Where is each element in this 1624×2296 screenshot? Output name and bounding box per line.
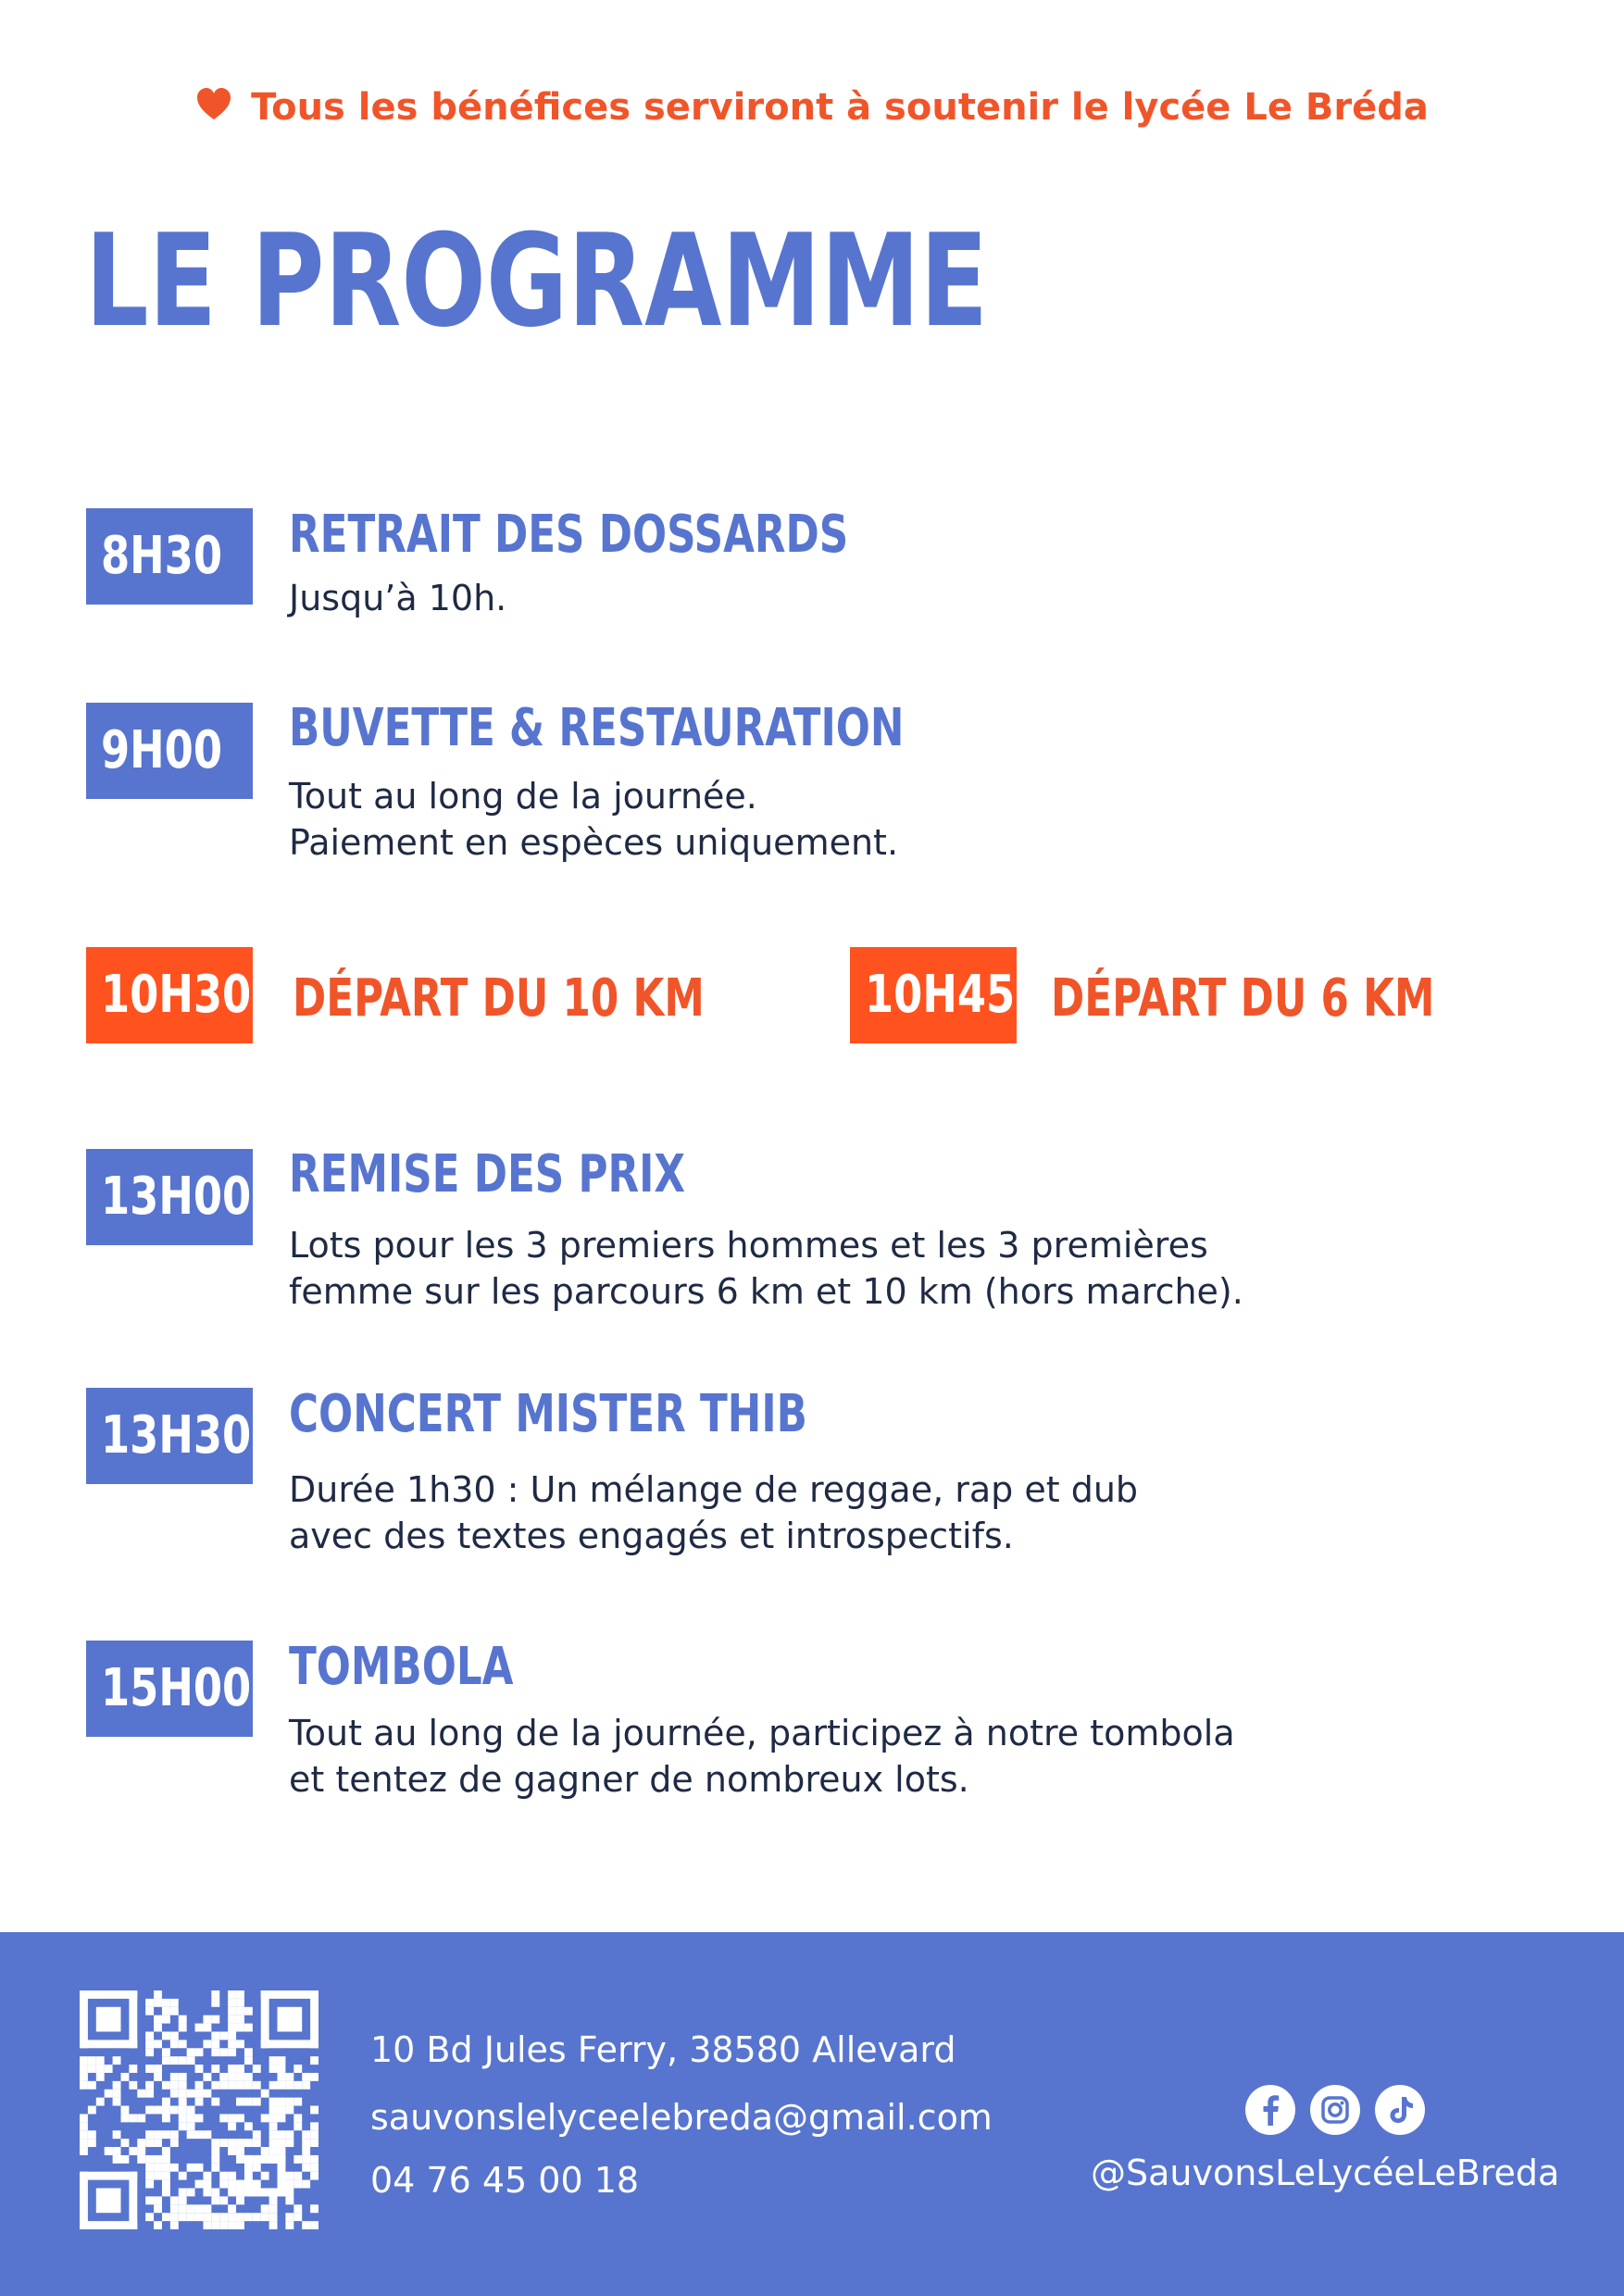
event-description-line: Paiement en espèces uniquement. (289, 822, 899, 863)
event-title: RETRAIT DES DOSSARDS (289, 505, 849, 565)
time-badge (86, 508, 253, 605)
tiktok-icon[interactable] (1375, 2085, 1425, 2135)
event-description-line: Jusqu’à 10h. (289, 578, 507, 618)
social-handle[interactable]: @SauvonsLeLycéeLeBreda (1091, 2152, 1560, 2193)
event-title: CONCERT MISTER THIB (289, 1384, 807, 1444)
time-badge (86, 1388, 253, 1484)
qr-code[interactable] (80, 1990, 319, 2229)
address-text: 10 Bd Jules Ferry, 38580 Allevard (370, 2029, 956, 2070)
time-label: 10H45 (865, 965, 1016, 1025)
heart-icon (195, 86, 232, 123)
time-label: 13H00 (101, 1167, 252, 1227)
event-description-line: Tout au long de la journée. (289, 776, 757, 817)
instagram-icon[interactable] (1310, 2085, 1360, 2135)
event-description-line: femme sur les parcours 6 km et 10 km (hors marche). (289, 1271, 1243, 1312)
email-link[interactable]: sauvonslelyceelebreda@gmail.com (370, 2097, 993, 2138)
event-description-line: avec des textes engagés et introspectifs. (289, 1516, 1014, 1556)
time-label: 15H00 (101, 1658, 252, 1718)
event-description-line: et tentez de gagner de nombreux lots. (289, 1759, 969, 1800)
event-description-line: Tout au long de la journée, participez à notre tombola (289, 1713, 1235, 1753)
event-title: TOMBOLA (289, 1637, 514, 1697)
time-badge (86, 703, 253, 799)
event-title: BUVETTE & RESTAURATION (289, 698, 905, 758)
time-badge (86, 1149, 253, 1245)
banner-text: Tous les bénéfices serviront à soutenir le lycée Le Bréda (251, 86, 1429, 129)
time-label: 8H30 (101, 526, 223, 586)
benefit-banner (0, 81, 1624, 133)
departure-title: DÉPART DU 10 KM (293, 968, 705, 1029)
time-label: 9H00 (101, 720, 223, 780)
time-label: 13H30 (101, 1405, 252, 1466)
time-label: 10H30 (101, 965, 252, 1025)
departure-time-badge (86, 947, 253, 1043)
facebook-icon[interactable] (1245, 2085, 1295, 2135)
departure-time-badge (850, 947, 1017, 1043)
event-title: REMISE DES PRIX (289, 1144, 686, 1204)
page-title: LE PROGRAMME (85, 206, 989, 356)
event-description-line: Lots pour les 3 premiers hommes et les 3 premières (289, 1225, 1208, 1266)
departure-title: DÉPART DU 6 KM (1051, 968, 1435, 1029)
phone-link[interactable]: 04 76 45 00 18 (370, 2160, 640, 2201)
event-description-line: Durée 1h30 : Un mélange de reggae, rap et dub (289, 1469, 1139, 1510)
time-badge (86, 1641, 253, 1737)
